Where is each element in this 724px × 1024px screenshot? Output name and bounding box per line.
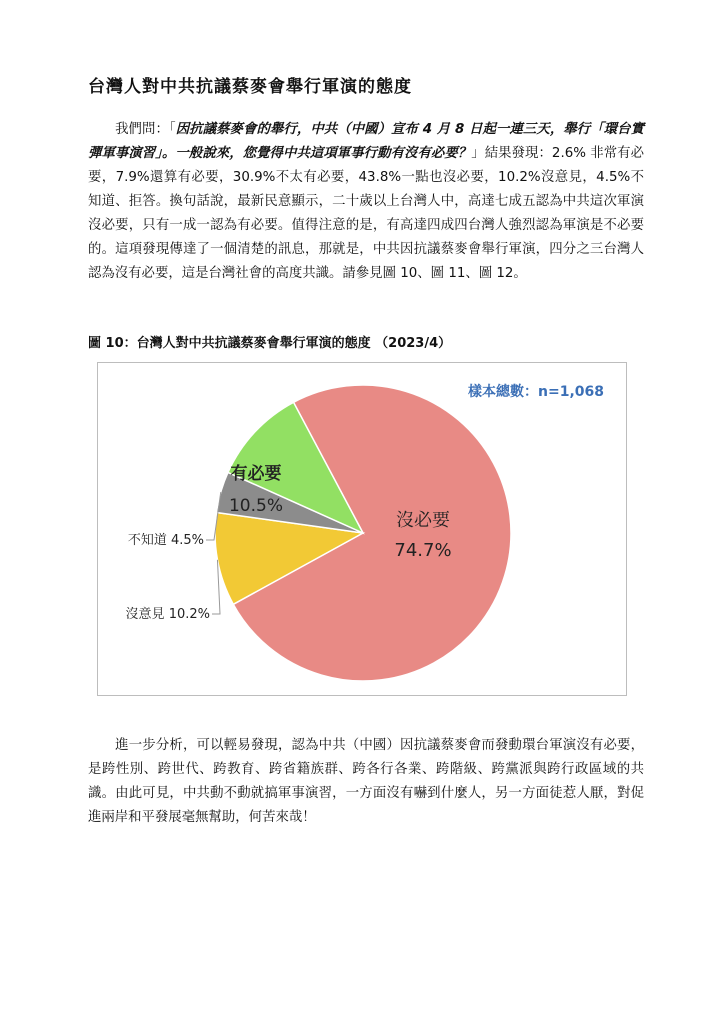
intro-paragraph [88,118,644,286]
slice-label-necessary: 有必要 [230,464,282,484]
question-lead: 我們問：「 [115,122,176,137]
pie-chart-frame [97,362,627,696]
survey-results-text: 」結果發現：2.6% 非常有必要，7.9%還算有必要，30.9%不太有必要，43.8%一點也沒必要，10.2%沒意見，4.5%不知道、拒答。換句話說，最新民意顯示，二十歲以上台灣人中，高達七成五認為中共這次軍演沒必要，只有一成一認為有必要。值得注意的是，有高達四成四台灣人強烈認為軍演是不必要的。這項發現傳達了一個清楚的訊息，那就是，中共因抗議蔡麥會舉行軍演，四分之三台灣人認為沒有必要，這是台灣社會的高度共識。請參見圖 10、圖 11、圖 12。 [88,146,644,281]
slice-label-no-opinion: 沒意見 10.2% [125,607,210,622]
slice-label-unknown: 不知道 4.5% [127,533,204,548]
analysis-paragraph: 進一步分析，可以輕易發現，認為中共（中國）因抗議蔡麥會而發動環台軍演沒有必要，是跨性別、跨世代、跨教育、跨省籍族群、跨各行各業、跨階級、跨黨派與跨行政區域的共識。由此可見，中共動不動就搞軍事演習，一方面沒有嚇到什麼人，另一方面徒惹人厭，對促進兩岸和平發展毫無幫助，何苦來哉！ [88,738,644,825]
figure-caption: 圖 10：台灣人對中共抗議蔡麥會舉行軍演的態度 （2023/4） [88,336,452,351]
survey-question: 因抗議蔡麥會的舉行，中共（中國）宣布 4 月 8 日起一連三天，舉行「環台實彈軍事演習」。一般說來，您覺得中共這項軍事行動有沒有必要？ [88,122,644,161]
slice-label-not-necessary: 沒必要 [396,510,450,531]
page-title: 台灣人對中共抗議蔡麥會舉行軍演的態度 [88,77,412,97]
slice-value-necessary: 10.5% [228,496,284,516]
slice-value-not-necessary: 74.7% [394,540,452,561]
pie-chart [98,363,628,697]
sample-size-note: 樣本總數：n=1,068 [468,384,604,400]
